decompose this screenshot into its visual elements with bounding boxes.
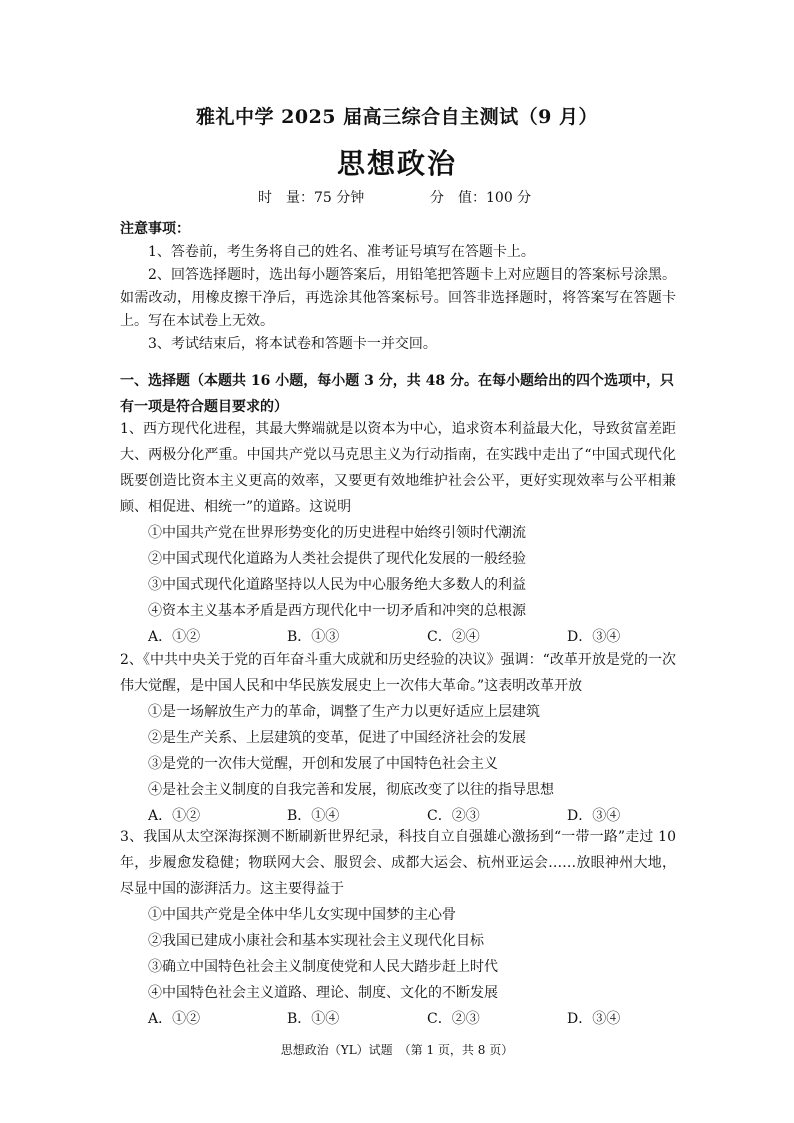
question-3 (120, 824, 676, 1032)
answer-choices (120, 1006, 676, 1032)
question-1 (120, 416, 676, 650)
question-statement: ③确立中国特色社会主义制度使党和人民大踏步赶上时代 (148, 959, 498, 975)
choice-b: B．①④ (287, 808, 340, 824)
question-statement: ②我国已建成小康社会和基本实现社会主义现代化目标 (148, 933, 484, 949)
question-statement: ①中国共产党在世界形势变化的历史进程中始终引领时代潮流 (148, 525, 526, 541)
choice-c: C．②③ (427, 1011, 480, 1027)
question-statement: ④中国特色社会主义道路、理论、制度、文化的不断发展 (148, 985, 498, 1001)
question-statement: ①中国共产党是全体中华儿女实现中国梦的主心骨 (148, 907, 456, 923)
choice-d: D．③④ (567, 1011, 621, 1027)
choice-a: A．①② (148, 1011, 201, 1027)
choice-b: B．①③ (287, 629, 340, 645)
section-heading: 一、选择题（本题共 16 小题，每小题 3 分，共 48 分。在每小题给出的四个选项中，只有一项是符合题目要求的） (120, 373, 674, 415)
exam-title: 雅礼中学 2025 届高三综合自主测试（9 月） (196, 106, 598, 128)
question-2 (120, 647, 676, 829)
choice-a: A．①② (148, 808, 201, 824)
notice-heading: 注意事项： (120, 221, 190, 237)
subject-title: 思想政治 (336, 147, 457, 180)
notice-item: 1、答卷前，考生务将自己的姓名、准考证号填写在答题卡上。 (148, 244, 535, 260)
choice-b: B．①④ (287, 1011, 340, 1027)
question-stem: 1、西方现代化进程，其最大弊端就是以资本为中心，追求资本利益最大化，导致贫富差距大、两极分化严重。中国共产党以马克思主义为行动指南，在实践中走出了“中国式现代化既要创造比资本主义更高的效率，又要更有效地维护社会公平，更好实现效率与公平相兼顾、相促进、相统一”的道路。这说明 (120, 421, 676, 515)
choice-c: C．②③ (427, 808, 480, 824)
choice-a: A．①② (148, 629, 201, 645)
question-statement: ②是生产关系、上层建筑的变革，促进了中国经济社会的发展 (148, 730, 526, 746)
question-stem: 2、《中共中央关于党的百年奋斗重大成就和历史经验的决议》强调：“改革开放是党的一次伟大觉醒，是中国人民和中华民族发展史上一次伟大革命。”这表明改革开放 (120, 652, 676, 694)
choice-d: D．③④ (567, 808, 621, 824)
time-label: 时 量：75 分钟 (258, 190, 365, 206)
page-footer: 思想政治（YL）试题 （第 1 页，共 8 页） (280, 1043, 514, 1057)
question-stem: 3、我国从太空深海探测不断刷新世界纪录，科技自立自强雄心激扬到“一带一路”走过 10 年，步履愈发稳健；物联网大会、服贸会、成都大运会、杭州亚运会……放眼神州大地，尽显中国的澎湃活力。这主要得益于 (120, 829, 676, 897)
notice-item: 2、回答选择题时，选出每小题答案后，用铅笔把答题卡上对应题目的答案标号涂黑。如需改动，用橡皮擦干净后，再选涂其他答案标号。回答非选择题时，将答案写在答题卡上。写在本试卷上无效。 (120, 267, 676, 329)
notice-block (120, 218, 676, 356)
question-statement: ②中国式现代化道路为人类社会提供了现代化发展的一般经验 (148, 551, 526, 567)
question-statement: ①是一场解放生产力的革命，调整了生产力以更好适应上层建筑 (148, 704, 540, 720)
notice-item: 3、考试结束后，将本试卷和答题卡一并交回。 (148, 336, 437, 352)
question-statement: ④资本主义基本矛盾是西方现代化中一切矛盾和冲突的总根源 (148, 603, 526, 619)
choice-c: C．②④ (427, 629, 480, 645)
question-statement: ③是党的一次伟大觉醒，开创和发展了中国特色社会主义 (148, 756, 498, 772)
choice-d: D．③④ (567, 629, 621, 645)
score-label: 分 值：100 分 (430, 190, 532, 206)
question-statement: ③中国式现代化道路坚持以人民为中心服务绝大多数人的利益 (148, 577, 526, 593)
question-statement: ④是社会主义制度的自我完善和发展，彻底改变了以往的指导思想 (148, 782, 554, 798)
